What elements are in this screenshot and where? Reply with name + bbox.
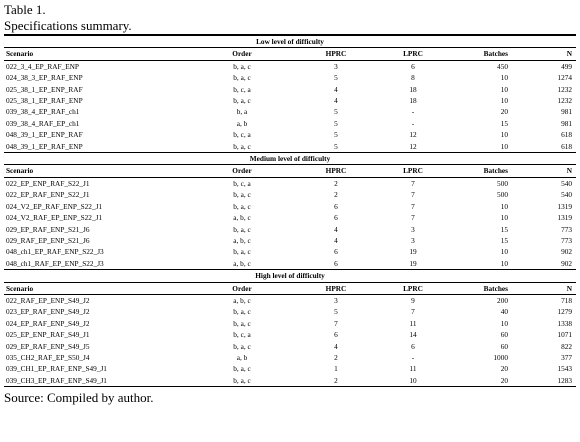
table-row	[4, 318, 576, 329]
cell-n: 499	[561, 61, 573, 71]
cell-hprc: 4	[334, 84, 338, 94]
column-header-hprc: HPRC	[290, 48, 382, 60]
cell-hprc: 5	[334, 307, 338, 317]
cell-hprc: 6	[334, 213, 338, 223]
cell-order: a, b, c	[233, 213, 251, 223]
table-row	[4, 72, 576, 83]
cell-scenario: 022_EP_ENP_RAF_S22_J1	[6, 178, 90, 188]
cell-order: b, c, a	[233, 84, 251, 94]
column-header-batches: Batches	[444, 282, 530, 294]
cell-scenario: 024_V2_RAF_EP_ENP_S22_J1	[6, 213, 103, 223]
cell-n: 540	[561, 190, 573, 200]
cell-hprc: 6	[334, 201, 338, 211]
section-header-row	[4, 35, 576, 48]
cell-order: b, a, c	[233, 61, 251, 71]
cell-order: b, a, c	[233, 73, 251, 83]
section-title: Low level of difficulty	[4, 35, 576, 48]
cell-n: 1319	[557, 201, 573, 211]
column-header-lprc: LPRC	[382, 282, 444, 294]
cell-scenario: 022_RAF_EP_ENP_S49_J2	[6, 295, 90, 305]
cell-batches: 10	[500, 201, 508, 211]
cell-order: b, a, c	[233, 96, 251, 106]
cell-n: 1543	[557, 364, 573, 374]
document-page	[4, 0, 576, 406]
cell-batches: 20	[500, 364, 508, 374]
cell-order: b, c, a	[233, 178, 251, 188]
cell-order: b, a, c	[233, 201, 251, 211]
cell-hprc: 5	[334, 107, 338, 117]
column-header-order: Order	[194, 48, 290, 60]
cell-lprc: 3	[411, 224, 415, 234]
cell-hprc: 6	[334, 247, 338, 257]
column-header-n: N	[530, 282, 576, 294]
table-row	[4, 201, 576, 212]
cell-order: a, b, c	[233, 235, 251, 245]
cell-scenario: 022_3_4_EP_RAF_ENP	[6, 61, 79, 71]
column-header-hprc: HPRC	[290, 165, 382, 177]
cell-lprc: -	[411, 118, 415, 128]
table-row	[4, 306, 576, 317]
cell-lprc: 3	[411, 235, 415, 245]
cell-order: a, b	[236, 352, 248, 362]
cell-n: 822	[561, 341, 573, 351]
cell-hprc: 4	[334, 341, 338, 351]
cell-hprc: 4	[334, 235, 338, 245]
cell-batches: 15	[500, 235, 508, 245]
cell-scenario: 039_CH1_EP_RAF_ENP_S49_J1	[6, 364, 107, 374]
section-title: Medium level of difficulty	[4, 153, 576, 165]
cell-order: a, b	[236, 118, 248, 128]
cell-hprc: 3	[334, 61, 338, 71]
table-row	[4, 118, 576, 129]
cell-lprc: 9	[411, 295, 415, 305]
cell-batches: 1000	[493, 352, 508, 362]
cell-batches: 450	[497, 61, 508, 71]
table-row	[4, 177, 576, 189]
cell-scenario: 048_39_1_EP_ENP_RAF	[6, 130, 83, 140]
cell-n: 1279	[557, 307, 573, 317]
cell-batches: 200	[497, 295, 508, 305]
cell-scenario: 024_V2_EP_RAF_ENP_S22_J1	[6, 201, 103, 211]
table-row	[4, 189, 576, 200]
column-header-row	[4, 48, 576, 60]
cell-n: 1071	[557, 330, 573, 340]
cell-hprc: 2	[334, 178, 338, 188]
column-header-scenario: Scenario	[4, 48, 194, 60]
cell-lprc: 8	[411, 73, 415, 83]
cell-n: 1274	[557, 73, 573, 83]
cell-hprc: 6	[334, 330, 338, 340]
table-row	[4, 212, 576, 223]
cell-lprc: 7	[411, 190, 415, 200]
table-row	[4, 341, 576, 352]
cell-batches: 60	[500, 330, 508, 340]
cell-order: b, a, c	[233, 141, 251, 151]
cell-batches: 10	[500, 247, 508, 257]
column-header-n: N	[530, 48, 576, 60]
cell-hprc: 5	[334, 141, 338, 151]
cell-batches: 10	[500, 141, 508, 151]
cell-order: b, a	[236, 107, 248, 117]
table-row	[4, 352, 576, 363]
cell-n: 1232	[557, 84, 573, 94]
cell-hprc: 4	[334, 96, 338, 106]
cell-lprc: 12	[409, 141, 417, 151]
cell-lprc: 19	[409, 258, 417, 268]
source-note: Source: Compiled by author.	[4, 390, 154, 406]
cell-lprc: 19	[409, 247, 417, 257]
specifications-table	[4, 34, 576, 387]
section-header-row	[4, 270, 576, 282]
column-header-lprc: LPRC	[382, 48, 444, 60]
cell-batches: 10	[500, 258, 508, 268]
cell-lprc: 11	[409, 364, 417, 374]
cell-batches: 40	[500, 307, 508, 317]
column-header-hprc: HPRC	[290, 282, 382, 294]
cell-hprc: 2	[334, 352, 338, 362]
cell-batches: 10	[500, 73, 508, 83]
cell-hprc: 5	[334, 118, 338, 128]
cell-scenario: 025_38_1_EP_ENP_RAF	[6, 84, 83, 94]
cell-scenario: 048_ch1_EP_RAF_ENP_S22_J3	[6, 247, 104, 257]
cell-lprc: -	[411, 352, 415, 362]
cell-hprc: 5	[334, 73, 338, 83]
cell-n: 618	[561, 130, 573, 140]
section-title: High level of difficulty	[4, 270, 576, 282]
cell-hprc: 2	[290, 375, 382, 387]
table-row	[4, 258, 576, 270]
cell-scenario: 048_39_1_EP_RAF_ENP	[6, 141, 83, 151]
section-header-row	[4, 153, 576, 165]
table-row	[4, 235, 576, 246]
column-header-order: Order	[194, 282, 290, 294]
cell-scenario: 039_38_4_EP_RAF_ch1	[6, 107, 80, 117]
cell-order: b, a, c	[233, 247, 251, 257]
cell-n: 981	[561, 107, 573, 117]
table-row	[4, 60, 576, 72]
cell-order: b, a, c	[233, 364, 251, 374]
column-header-batches: Batches	[444, 48, 530, 60]
cell-batches: 10	[500, 318, 508, 328]
cell-order: b, a, c	[233, 224, 251, 234]
column-header-order: Order	[194, 165, 290, 177]
cell-n: 618	[561, 141, 573, 151]
cell-lprc: 10	[382, 375, 444, 387]
cell-lprc: 6	[411, 341, 415, 351]
cell-order: b, a, c	[233, 318, 251, 328]
column-header-row	[4, 165, 576, 177]
cell-lprc: 7	[411, 178, 415, 188]
cell-n: 773	[561, 235, 573, 245]
cell-n: 540	[561, 178, 573, 188]
cell-batches: 20	[500, 107, 508, 117]
cell-lprc: -	[411, 107, 415, 117]
cell-lprc: 18	[409, 84, 417, 94]
cell-lprc: 7	[411, 307, 415, 317]
cell-scenario: 029_EP_RAF_ENP_S21_J6	[6, 224, 90, 234]
table-row	[4, 84, 576, 95]
cell-hprc: 5	[334, 130, 338, 140]
cell-lprc: 7	[411, 201, 415, 211]
cell-scenario: 029_EP_RAF_ENP_S49_J5	[6, 341, 90, 351]
cell-order: b, a, c	[194, 375, 290, 387]
table-row	[4, 363, 576, 374]
cell-scenario: 039_CH3_EP_RAF_ENP_S49_J1	[4, 375, 194, 387]
column-header-scenario: Scenario	[4, 165, 194, 177]
cell-order: b, c, a	[233, 330, 251, 340]
cell-hprc: 2	[334, 190, 338, 200]
column-header-n: N	[530, 165, 576, 177]
cell-order: b, a, c	[233, 190, 251, 200]
cell-scenario: 024_38_3_EP_RAF_ENP	[6, 73, 83, 83]
table-row	[4, 129, 576, 140]
cell-scenario: 035_CH2_RAF_EP_S50_J4	[6, 352, 90, 362]
cell-batches: 10	[500, 96, 508, 106]
cell-order: b, c, a	[233, 130, 251, 140]
cell-hprc: 7	[334, 318, 338, 328]
cell-hprc: 3	[334, 295, 338, 305]
cell-batches: 10	[500, 213, 508, 223]
cell-hprc: 4	[334, 224, 338, 234]
cell-order: a, b, c	[233, 295, 251, 305]
cell-scenario: 025_EP_ENP_RAF_S49_J1	[6, 330, 90, 340]
cell-n: 902	[561, 247, 573, 257]
table-body	[4, 35, 576, 387]
cell-lprc: 6	[411, 61, 415, 71]
cell-n: 718	[561, 295, 573, 305]
cell-batches: 15	[500, 118, 508, 128]
cell-scenario: 048_ch1_RAF_EP_ENP_S22_J3	[6, 258, 104, 268]
cell-n: 1283	[530, 375, 576, 387]
cell-n: 1319	[557, 213, 573, 223]
cell-batches: 10	[500, 130, 508, 140]
cell-lprc: 7	[411, 213, 415, 223]
cell-hprc: 1	[334, 364, 338, 374]
cell-scenario: 025_38_1_EP_RAF_ENP	[6, 96, 83, 106]
cell-lprc: 18	[409, 96, 417, 106]
cell-batches: 15	[500, 224, 508, 234]
cell-n: 1338	[557, 318, 573, 328]
cell-scenario: 029_RAF_EP_ENP_S21_J6	[6, 235, 90, 245]
cell-hprc: 6	[334, 258, 338, 268]
cell-order: b, a, c	[233, 307, 251, 317]
cell-n: 902	[561, 258, 573, 268]
table-row	[4, 329, 576, 340]
cell-order: b, a, c	[233, 341, 251, 351]
cell-batches: 60	[500, 341, 508, 351]
cell-lprc: 14	[409, 330, 417, 340]
column-header-lprc: LPRC	[382, 165, 444, 177]
table-title: Specifications summary.	[4, 18, 132, 33]
table-row	[4, 246, 576, 257]
cell-n: 981	[561, 118, 573, 128]
cell-scenario: 039_38_4_RAF_EP_ch1	[6, 118, 80, 128]
table-row	[4, 294, 576, 306]
table-row	[4, 95, 576, 106]
table-row	[4, 141, 576, 153]
table-row	[4, 375, 576, 387]
cell-batches: 500	[497, 178, 508, 188]
cell-lprc: 12	[409, 130, 417, 140]
cell-scenario: 024_EP_RAF_ENP_S49_J2	[6, 318, 90, 328]
cell-batches: 10	[500, 84, 508, 94]
cell-n: 773	[561, 224, 573, 234]
cell-batches: 20	[444, 375, 530, 387]
cell-scenario: 023_EP_RAF_ENP_S49_J2	[6, 307, 90, 317]
cell-n: 1232	[557, 96, 573, 106]
cell-n: 377	[561, 352, 573, 362]
cell-order: a, b, c	[233, 258, 251, 268]
cell-batches: 500	[497, 190, 508, 200]
table-number: Table 1.	[4, 2, 46, 17]
column-header-row	[4, 282, 576, 294]
cell-lprc: 11	[409, 318, 417, 328]
table-row	[4, 224, 576, 235]
column-header-scenario: Scenario	[4, 282, 194, 294]
table-row	[4, 106, 576, 117]
column-header-batches: Batches	[444, 165, 530, 177]
cell-scenario: 022_EP_RAF_ENP_S22_J1	[6, 190, 90, 200]
